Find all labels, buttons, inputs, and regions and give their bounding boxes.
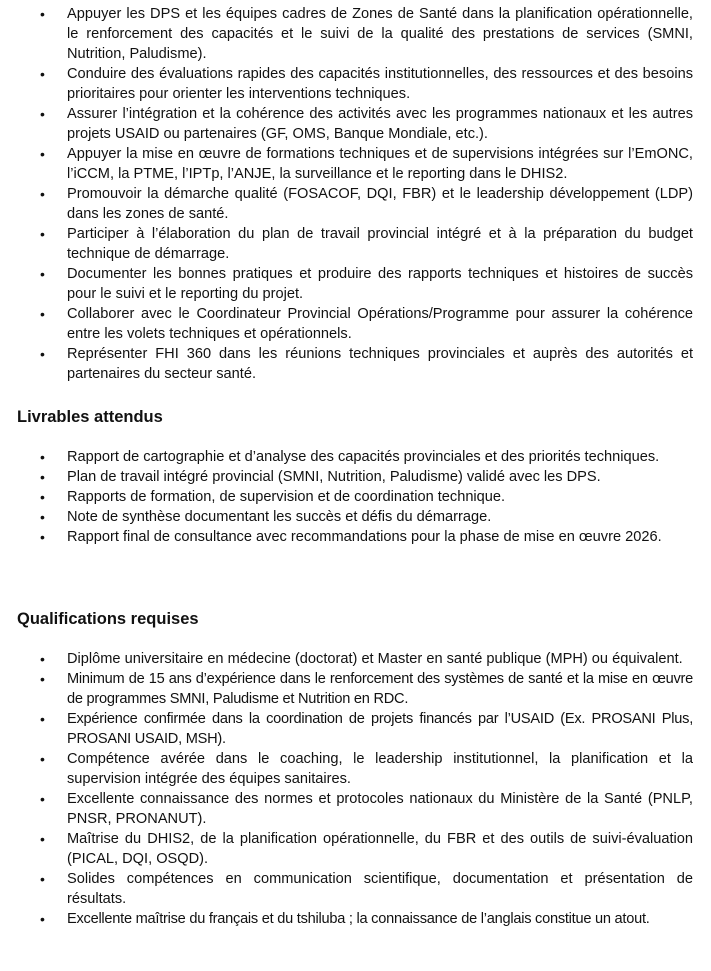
list-item: • Excellente maîtrise du français et du tshiluba ; la connaissance de l’anglais constitue un atout. [0, 909, 711, 929]
list-item: • Plan de travail intégré provincial (SMNI, Nutrition, Paludisme) validé avec les DPS. [0, 467, 711, 487]
list-item: • Rapport de cartographie et d’analyse des capacités provinciales et des priorités techniques. [0, 447, 711, 467]
list-item: • Expérience confirmée dans la coordination de projets financés par l’USAID (Ex. PROSANI Plus, PROSANI USAID, MSH). [0, 709, 711, 749]
list-item: • Diplôme universitaire en médecine (doctorat) et Master en santé publique (MPH) ou équivalent. [0, 649, 711, 669]
list-item: • Note de synthèse documentant les succès et défis du démarrage. [0, 507, 711, 527]
list-item: • Compétence avérée dans le coaching, le leadership institutionnel, la planification et la supervision intégrée des équipes sanitaires. [0, 749, 711, 789]
responsibilities-list [0, 4, 711, 384]
list-item: • Rapports de formation, de supervision et de coordination technique. [0, 487, 711, 507]
list-item: • Rapport final de consultance avec recommandations pour la phase de mise en œuvre 2026. [0, 527, 711, 547]
list-item: • Documenter les bonnes pratiques et produire des rapports techniques et histoires de succès pour le suivi et le reporting du projet. [0, 264, 711, 304]
list-item: • Excellente connaissance des normes et protocoles nationaux du Ministère de la Santé (PNLP, PNSR, PRONANUT). [0, 789, 711, 829]
list-item: • Participer à l’élaboration du plan de travail provincial intégré et à la préparation du budget technique de démarrage. [0, 224, 711, 264]
list-item: • Appuyer la mise en œuvre de formations techniques et de supervisions intégrées sur l’EmONC, l’iCCM, la PTME, l’IPTp, l’ANJE, la surveillance et le reporting dans le DHIS2. [0, 144, 711, 184]
list-item: • Minimum de 15 ans d’expérience dans le renforcement des systèmes de santé et la mise en œuvre de programmes SMNI, Paludisme et Nutrition en RDC. [0, 669, 711, 709]
list-item: • Solides compétences en communication scientifique, documentation et présentation de résultats. [0, 869, 711, 909]
list-item: • Assurer l’intégration et la cohérence des activités avec les programmes nationaux et les autres projets USAID ou partenaires (GF, OMS, Banque Mondiale, etc.). [0, 104, 711, 144]
livrables-list [0, 447, 711, 547]
section-heading-qualifications: Qualifications requises [17, 610, 199, 628]
list-item: • Représenter FHI 360 dans les réunions techniques provinciales et auprès des autorités et partenaires du secteur santé. [0, 344, 711, 384]
list-item: • Maîtrise du DHIS2, de la planification opérationnelle, du FBR et des outils de suivi-évaluation (PICAL, DQI, OSQD). [0, 829, 711, 869]
list-item: • Collaborer avec le Coordinateur Provincial Opérations/Programme pour assurer la cohérence entre les volets techniques et opérationnels. [0, 304, 711, 344]
list-item: • Appuyer les DPS et les équipes cadres de Zones de Santé dans la planification opérationnelle, le renforcement des capacités et le suivi de la qualité des prestations de services (SMNI, Nutrition, Paludisme). [0, 4, 711, 64]
section-heading-livrables: Livrables attendus [17, 408, 163, 426]
list-item: • Promouvoir la démarche qualité (FOSACOF, DQI, FBR) et le leadership développement (LDP) dans les zones de santé. [0, 184, 711, 224]
qualifications-list [0, 649, 711, 929]
list-item: • Conduire des évaluations rapides des capacités institutionnelles, des ressources et des besoins prioritaires pour orienter les interventions techniques. [0, 64, 711, 104]
